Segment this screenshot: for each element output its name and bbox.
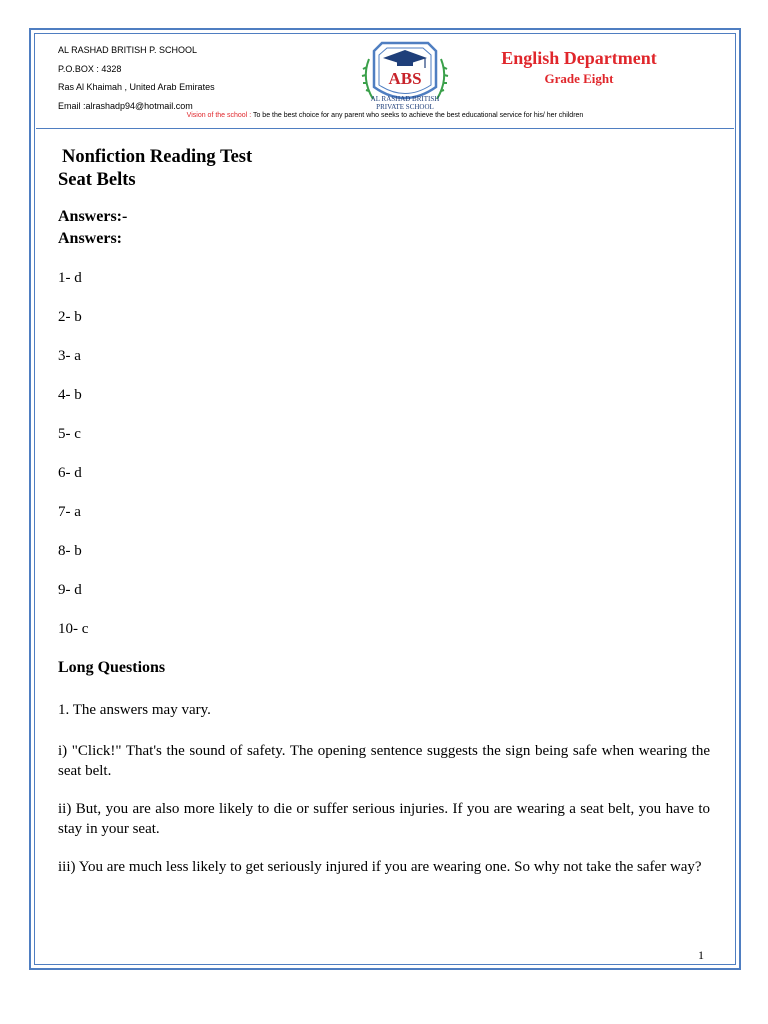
letterhead (36, 35, 734, 129)
long-answer-paragraph: ii) But, you are also more likely to die or suffer serious injuries. If you are wearing a seat belt, you have to stay in your seat. (58, 801, 710, 837)
answer-item: 4- b (58, 387, 82, 403)
long-answer-paragraph: 1. The answers may vary. (58, 702, 211, 718)
answer-item: 6- d (58, 465, 82, 481)
long-questions-heading: Long Questions (58, 659, 166, 676)
logo-sub-text: PRIVATE SCHOOL (376, 103, 434, 111)
department-title: English Department (501, 48, 657, 68)
school-email: Email :alrashadp94@hotmail.com (58, 100, 193, 111)
answer-item: 10- c (58, 621, 89, 637)
department-block (484, 46, 674, 88)
answers-heading-2: Answers: (58, 230, 122, 247)
school-vision (36, 112, 734, 119)
answer-item: 8- b (58, 543, 82, 559)
logo-letters: ABS (388, 69, 422, 88)
answer-item: 2- b (58, 309, 82, 325)
school-logo-icon (347, 39, 463, 113)
vision-text: To be the best choice for any parent who seeks to achieve the best educational service for his/ her children (251, 112, 584, 119)
school-location: Ras Al Khaimah , United Arab Emirates (58, 82, 215, 92)
vision-label: Vision of the school : (186, 112, 252, 119)
long-answer-paragraph: i) "Click!" That's the sound of safety. The opening sentence suggests the sign being safe when wearing the seat belt. (58, 743, 710, 779)
answer-item: 3- a (58, 348, 81, 364)
logo-arc-text: AL RASHAD BRITISH (370, 95, 440, 103)
answers-heading-1: Answers:- (58, 208, 128, 225)
long-answer-paragraph: iii) You are much less likely to get seriously injured if you are wearing one. So why not take the safer way? (58, 859, 702, 875)
answer-item: 5- c (58, 426, 81, 442)
school-po-box: P.O.BOX : 4328 (58, 63, 122, 74)
school-name: AL RASHAD BRITISH P. SCHOOL (58, 45, 198, 55)
answer-item: 7- a (58, 504, 81, 520)
grade-label: Grade Eight (544, 71, 614, 86)
page-number: 1 (698, 948, 704, 962)
test-subtitle: Seat Belts (58, 170, 136, 190)
answer-item: 1- d (58, 270, 82, 286)
test-title: Nonfiction Reading Test (62, 147, 253, 167)
answer-item: 9- d (58, 582, 82, 598)
school-info (58, 41, 215, 115)
